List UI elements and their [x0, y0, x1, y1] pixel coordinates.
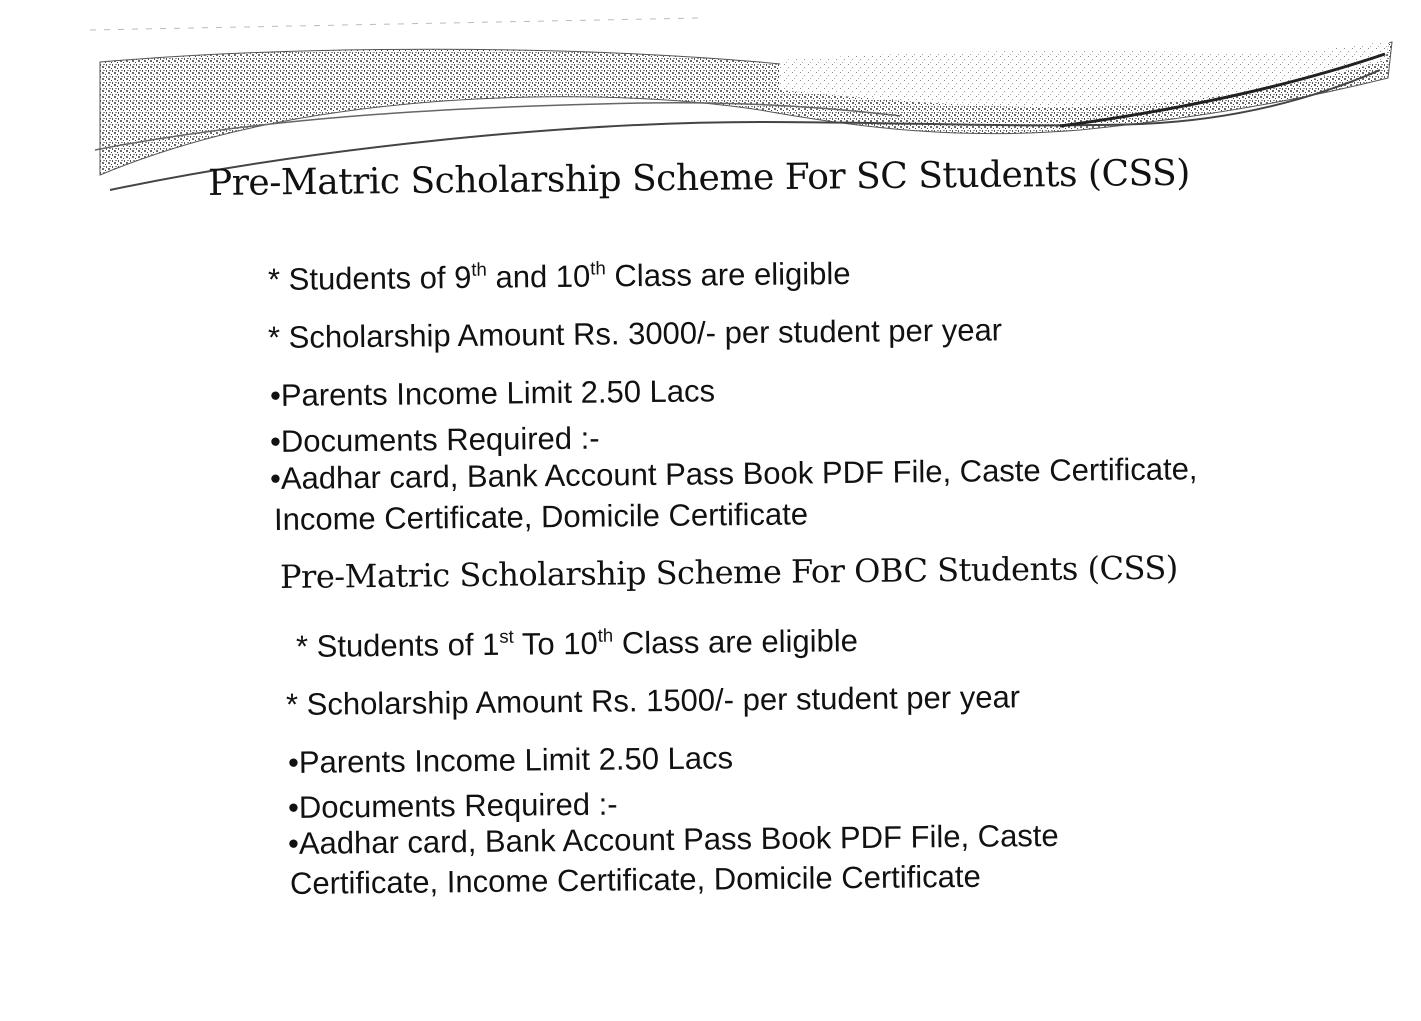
- sc-eligibility-suffix: Class are eligible: [605, 255, 851, 294]
- obc-amount-line: * Scholarship Amount Rs. 1500/- per student per year: [285, 679, 1021, 722]
- sc-documents-heading: •Documents Required :-: [269, 420, 600, 459]
- obc-eligibility-prefix: * Students of 1: [295, 626, 500, 664]
- sc-eligibility-sup1: th: [471, 258, 487, 280]
- obc-eligibility-sup1: st: [499, 625, 514, 647]
- obc-eligibility-line: [296, 623, 858, 665]
- sc-income-limit-line: •Parents Income Limit 2.50 Lacs: [269, 373, 716, 413]
- obc-eligibility-middle: To 10: [513, 625, 598, 662]
- obc-section-title: Pre-Matric Scholarship Scheme For OBC Students (CSS): [279, 548, 1178, 596]
- obc-eligibility-sup2: th: [597, 624, 614, 646]
- sc-amount-line: * Scholarship Amount Rs. 3000/- per student per year: [267, 312, 1003, 355]
- obc-documents-line2: Certificate, Income Certificate, Domicile Certificate: [289, 858, 981, 901]
- sc-documents-line1: •Aadhar card, Bank Account Pass Book PDF File, Caste Certificate,: [269, 451, 1198, 496]
- obc-income-limit-line: •Parents Income Limit 2.50 Lacs: [287, 740, 734, 780]
- sc-eligibility-sup2: th: [590, 257, 606, 279]
- obc-eligibility-suffix: Class are eligible: [613, 623, 859, 661]
- sc-eligibility-middle: and 10: [486, 258, 591, 295]
- sc-eligibility-line: [268, 256, 851, 298]
- obc-documents-heading: •Documents Required :-: [287, 786, 618, 825]
- sc-section-title: Pre-Matric Scholarship Scheme For SC Students (CSS): [207, 152, 1190, 204]
- sc-eligibility-prefix: * Students of 9: [267, 259, 472, 297]
- sc-documents-line2: Income Certificate, Domicile Certificate: [273, 496, 809, 537]
- top-rule: [90, 18, 700, 30]
- obc-documents-line1: •Aadhar card, Bank Account Pass Book PDF File, Caste: [287, 817, 1059, 861]
